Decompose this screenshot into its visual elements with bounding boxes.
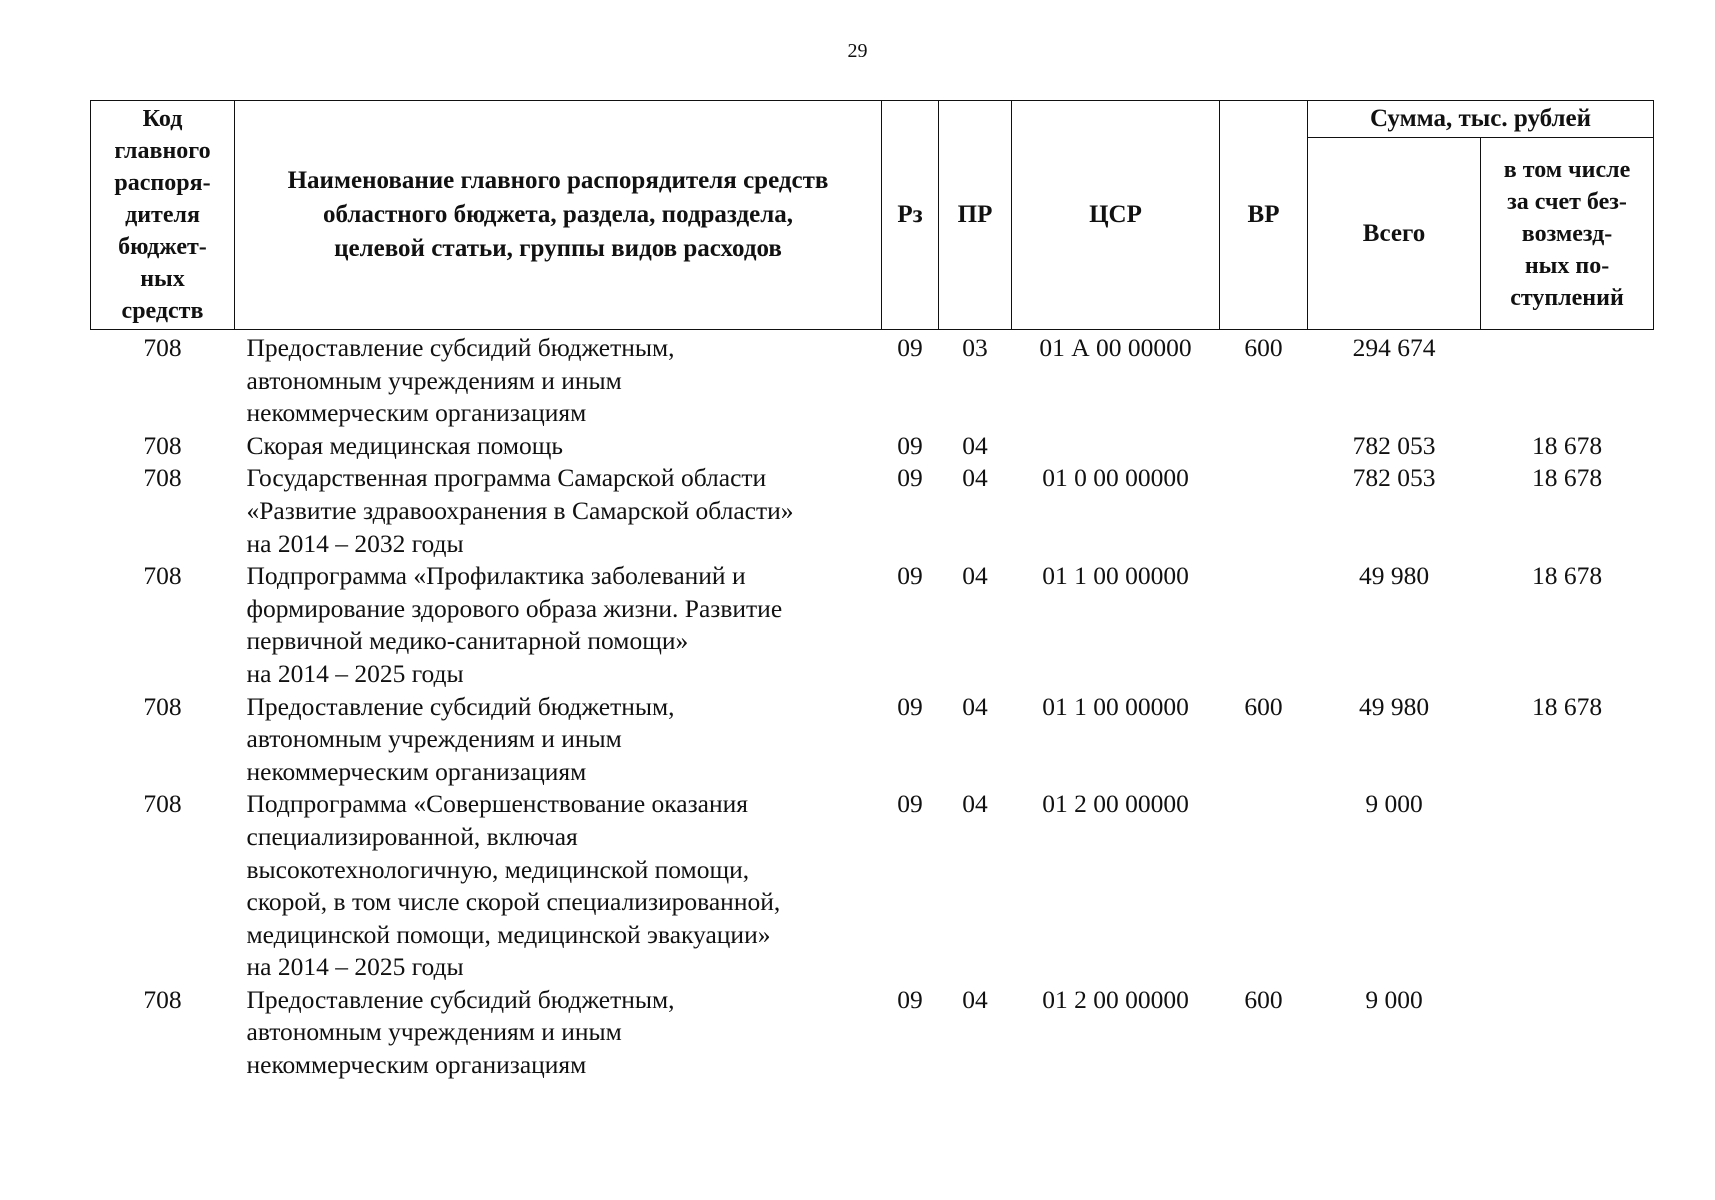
header-pr: ПР [939, 101, 1012, 330]
header-name: Наименование главного распорядителя средств областного бюджета, раздела, подраздела, целевой статьи, группы видов расходов [235, 101, 882, 330]
cell-free [1481, 788, 1654, 984]
cell-csr [1012, 430, 1220, 463]
cell-code: 708 [143, 691, 182, 721]
cell-csr: 01 2 00 00000 [1042, 984, 1189, 1014]
cell-total: 49 980 [1358, 691, 1430, 721]
cell-pr: 04 [962, 463, 988, 493]
cell-rz: 09 [897, 561, 923, 591]
cell-code: 708 [143, 463, 182, 493]
cell-name: Предоставление субсидий бюджетным, автономным учреждениям и иным некоммерческим организациям [246, 333, 675, 428]
cell-csr: 01 0 00 00000 [1042, 463, 1189, 493]
cell-csr: 01 А 00 00000 [1039, 333, 1192, 362]
cell-vr [1220, 788, 1308, 984]
cell-pr: 04 [962, 691, 988, 721]
cell-total: 782 053 [1352, 463, 1436, 493]
cell-code: 708 [143, 789, 182, 819]
header-rz: Рз [882, 101, 939, 330]
header-sum-title: Сумма, тыс. рублей [1308, 101, 1654, 138]
cell-free: 18 678 [1531, 691, 1603, 721]
budget-table [90, 100, 1654, 1082]
header-code: Код главного распоря- дителя бюджет- ных средств [91, 101, 235, 330]
cell-total: 49 980 [1358, 561, 1430, 591]
cell-pr: 04 [962, 430, 988, 460]
cell-code: 708 [143, 333, 182, 362]
cell-vr: 600 [1244, 333, 1283, 362]
cell-pr: 04 [962, 984, 988, 1014]
cell-free: 18 678 [1531, 463, 1603, 493]
cell-vr: 600 [1244, 984, 1283, 1014]
cell-rz: 09 [897, 430, 923, 460]
table-row [91, 330, 1654, 430]
cell-vr [1220, 560, 1308, 690]
header-total: Всего [1308, 138, 1481, 330]
table-row [91, 430, 1654, 463]
cell-total: 9 000 [1365, 984, 1423, 1014]
cell-total: 782 053 [1352, 430, 1436, 460]
cell-rz: 09 [897, 984, 923, 1014]
cell-free [1481, 984, 1654, 1082]
cell-csr: 01 2 00 00000 [1042, 789, 1189, 819]
cell-vr [1220, 430, 1308, 463]
cell-vr: 600 [1244, 691, 1283, 721]
table-row [91, 984, 1654, 1082]
table-header [91, 101, 1654, 330]
header-csr: ЦСР [1012, 101, 1220, 330]
cell-pr: 03 [962, 333, 988, 362]
table-row [91, 691, 1654, 789]
cell-total: 9 000 [1365, 789, 1423, 819]
cell-pr: 04 [962, 561, 988, 591]
cell-free: 18 678 [1531, 430, 1603, 460]
cell-name: Предоставление субсидий бюджетным, автономным учреждениям и иным некоммерческим организациям [246, 984, 675, 1080]
header-free: в том числе за счет без- возмезд- ных по- ступлений [1481, 138, 1654, 330]
header-vr: ВР [1220, 101, 1308, 330]
cell-code: 708 [143, 430, 182, 460]
table-row [91, 462, 1654, 560]
table-body [91, 330, 1654, 1082]
cell-free: 18 678 [1531, 561, 1603, 591]
cell-name: Подпрограмма «Профилактика заболеваний и формирование здорового образа жизни. Развитие первичной медико-санитарной помощи» на 2014 – 2025 годы [246, 561, 783, 688]
cell-free [1481, 330, 1654, 430]
cell-name: Государственная программа Самарской области «Развитие здравоохранения в Самарской области» на 2014 – 2032 годы [246, 463, 794, 558]
table-row [91, 560, 1654, 690]
cell-vr [1220, 462, 1308, 560]
cell-name: Подпрограмма «Совершенствование оказания специализированной, включая высокотехнологичную, медицинской помощи, скорой, в том числе скорой специализированной, медицинской помощи, медицинской эвакуации» на 2014 – 2025 годы [246, 789, 781, 982]
page-number: 29 [847, 40, 868, 62]
cell-total: 294 674 [1352, 333, 1436, 362]
cell-rz: 09 [897, 789, 923, 819]
cell-rz: 09 [897, 463, 923, 493]
cell-rz: 09 [897, 333, 923, 362]
cell-name: Предоставление субсидий бюджетным, автономным учреждениям и иным некоммерческим организациям [246, 691, 675, 786]
cell-csr: 01 1 00 00000 [1042, 691, 1189, 721]
cell-code: 708 [143, 561, 182, 591]
cell-pr: 04 [962, 789, 988, 819]
cell-name: Скорая медицинская помощь [246, 430, 564, 460]
cell-rz: 09 [897, 691, 923, 721]
table-row [91, 788, 1654, 984]
cell-code: 708 [143, 984, 182, 1014]
cell-csr: 01 1 00 00000 [1042, 561, 1189, 591]
